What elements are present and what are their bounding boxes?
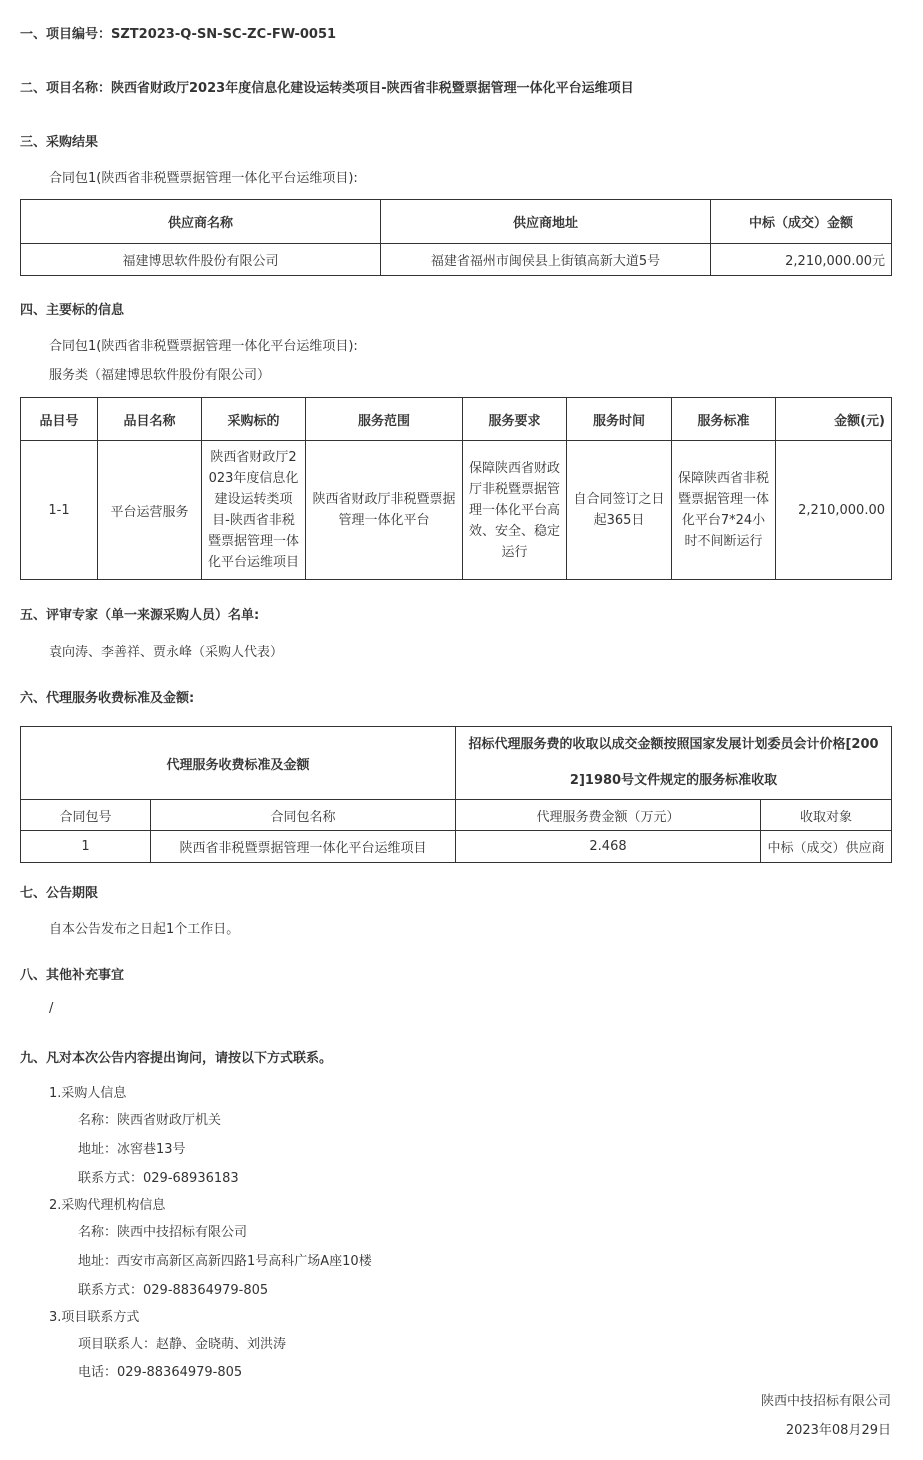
issuing-organization: 陕西中技招标有限公司 xyxy=(760,1394,891,1409)
supplier-name: 福建博思软件股份有限公司 xyxy=(21,244,381,276)
subject-category: 服务类（福建博思软件股份有限公司） xyxy=(49,368,271,383)
package-name: 陕西省非税暨票据管理一体化平台运维项目 xyxy=(151,831,456,863)
fee-standard-description: 招标代理服务费的收取以成交金额按照国家发展计划委员会计价格[2002]1980号文件规定的服务标准收取 xyxy=(456,727,892,800)
service-scope: 陕西省财政厅非税暨票据管理一体化平台 xyxy=(306,441,463,580)
section-heading-supplementary: 八、其他补充事宜 xyxy=(20,968,125,983)
item-number: 1-1 xyxy=(21,441,98,580)
table-row xyxy=(21,831,892,863)
buyer-phone: 联系方式：029-68936183 xyxy=(78,1171,239,1186)
agency-info-title: 2.采购代理机构信息 xyxy=(49,1198,166,1213)
issue-date: 2023年08月29日 xyxy=(785,1423,891,1438)
supplier-address: 福建省福州市闽侯县上街镇高新大道5号 xyxy=(381,244,711,276)
agency-address: 地址：西安市高新区高新四路1号高科广场A座10楼 xyxy=(78,1254,372,1269)
section-heading-subject: 四、主要标的信息 xyxy=(20,303,125,318)
fee-payer: 中标（成交）供应商 xyxy=(761,831,892,863)
agency-fee-amount: 2.468 xyxy=(456,831,761,863)
column-header: 合同包名称 xyxy=(151,800,456,831)
buyer-name: 名称：陕西省财政厅机关 xyxy=(78,1113,222,1128)
column-header: 中标（成交）金额 xyxy=(711,200,892,244)
column-header: 服务要求 xyxy=(463,398,567,441)
section-heading-period: 七、公告期限 xyxy=(20,886,99,901)
column-header: 供应商名称 xyxy=(21,200,381,244)
column-header: 服务时间 xyxy=(567,398,672,441)
award-amount: 2,210,000.00元 xyxy=(711,244,892,276)
table-row xyxy=(21,244,892,276)
column-header: 收取对象 xyxy=(761,800,892,831)
project-number xyxy=(20,23,336,42)
project-name xyxy=(20,77,634,96)
section-heading-experts: 五、评审专家（单一来源采购人员）名单: xyxy=(20,608,260,623)
agency-fee-table xyxy=(20,726,892,863)
experts-list: 袁向涛、李善祥、贾永峰（采购人代表） xyxy=(49,645,284,660)
column-header: 金额(元) xyxy=(776,398,892,441)
column-header: 合同包号 xyxy=(21,800,151,831)
item-name: 平台运营服务 xyxy=(98,441,202,580)
procurement-subject: 陕西省财政厅2023年度信息化建设运转类项目-陕西省非税暨票据管理一体化平台运维项目 xyxy=(202,441,306,580)
project-contact-title: 3.项目联系方式 xyxy=(49,1310,140,1325)
amount: 2,210,000.00 xyxy=(776,441,892,580)
column-header: 品目名称 xyxy=(98,398,202,441)
subject-package-label: 合同包1(陕西省非税暨票据管理一体化平台运维项目): xyxy=(49,339,358,354)
table-header-row xyxy=(21,727,892,800)
section-heading-agency-fee: 六、代理服务收费标准及金额: xyxy=(20,691,195,706)
project-phone: 电话：029-88364979-805 xyxy=(78,1365,243,1380)
project-number-label: 一、项目编号： xyxy=(20,27,112,42)
agency-phone: 联系方式：029-88364979-805 xyxy=(78,1283,269,1298)
table-subheader-row xyxy=(21,800,892,831)
column-header: 采购标的 xyxy=(202,398,306,441)
announcement-period: 自本公告发布之日起1个工作日。 xyxy=(49,922,240,937)
service-standard: 保障陕西省非税暨票据管理一体化平台7*24小时不间断运行 xyxy=(672,441,776,580)
subject-table xyxy=(20,397,892,580)
project-name-label: 二、项目名称： xyxy=(20,81,112,96)
column-header: 代理服务费金额（万元） xyxy=(456,800,761,831)
column-header: 品目号 xyxy=(21,398,98,441)
table-header-row xyxy=(21,398,892,441)
buyer-info-title: 1.采购人信息 xyxy=(49,1086,127,1101)
service-time: 自合同签订之日起365日 xyxy=(567,441,672,580)
project-name-value: 陕西省财政厅2023年度信息化建设运转类项目-陕西省非税暨票据管理一体化平台运维项目 xyxy=(111,81,634,96)
section-heading-contact: 九、凡对本次公告内容提出询问，请按以下方式联系。 xyxy=(20,1051,333,1066)
column-header: 供应商地址 xyxy=(381,200,711,244)
column-header: 服务范围 xyxy=(306,398,463,441)
service-requirement: 保障陕西省财政厅非税暨票据管理一体化平台高效、安全、稳定运行 xyxy=(463,441,567,580)
supplementary-text: / xyxy=(49,1001,54,1016)
result-package-label: 合同包1(陕西省非税暨票据管理一体化平台运维项目): xyxy=(49,171,358,186)
section-heading-result: 三、采购结果 xyxy=(20,135,99,150)
package-number: 1 xyxy=(21,831,151,863)
fee-standard-label: 代理服务收费标准及金额 xyxy=(21,727,456,800)
column-header: 服务标准 xyxy=(672,398,776,441)
project-contacts: 项目联系人：赵静、金晓萌、刘洪涛 xyxy=(78,1337,287,1352)
project-number-value: SZT2023-Q-SN-SC-ZC-FW-0051 xyxy=(111,27,337,42)
result-table xyxy=(20,199,892,276)
buyer-address: 地址：冰窖巷13号 xyxy=(78,1142,186,1157)
table-row xyxy=(21,441,892,580)
agency-name: 名称：陕西中技招标有限公司 xyxy=(78,1225,248,1240)
table-header-row xyxy=(21,200,892,244)
